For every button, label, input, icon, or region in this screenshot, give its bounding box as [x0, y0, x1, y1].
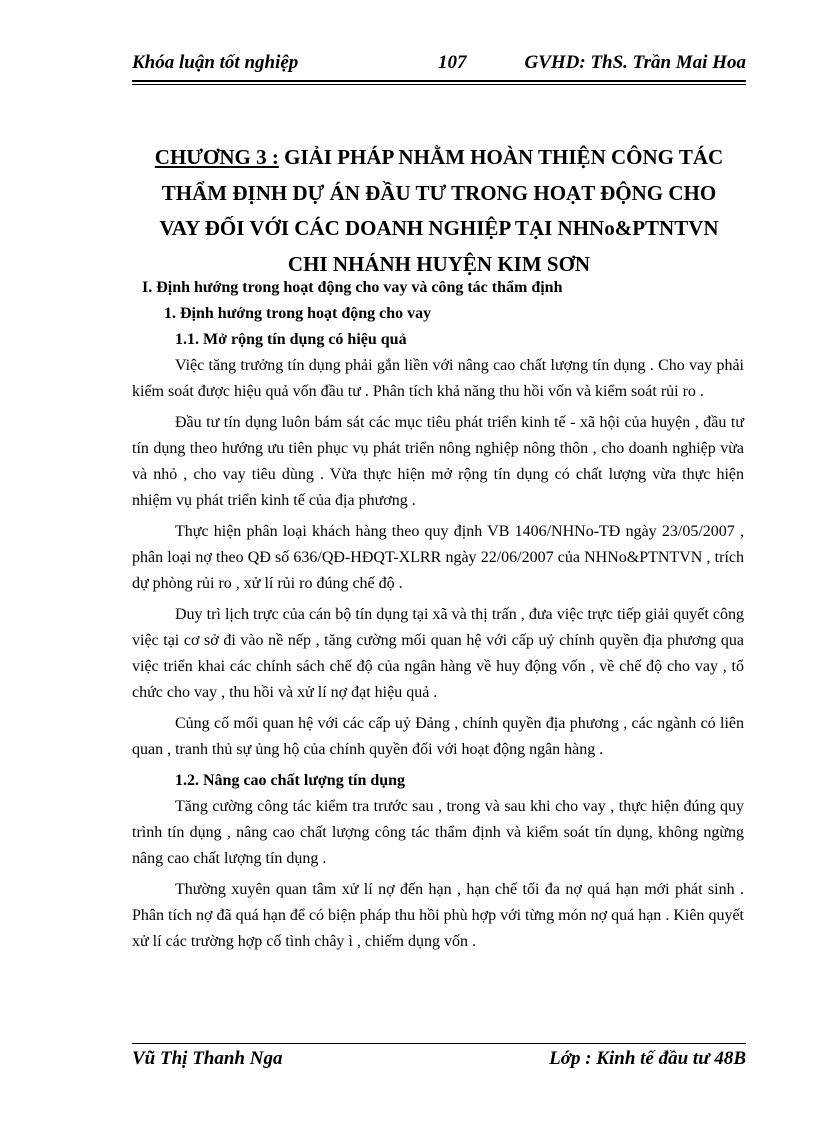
- section-heading-I: I. Định hướng trong hoạt động cho vay và công tác thẩm định: [142, 279, 563, 296]
- section-heading-1-1: 1.1. Mở rộng tín dụng có hiệu quả: [175, 331, 407, 348]
- footer-rule: [132, 1043, 746, 1044]
- footer-author: Vũ Thị Thanh Nga: [132, 1048, 283, 1069]
- chapter-number: CHƯƠNG 3 :: [154, 145, 279, 169]
- header-page-number: 107: [438, 52, 467, 73]
- body-content: [132, 275, 744, 960]
- chapter-title-line-2: THẨM ĐỊNH DỰ ÁN ĐẦU TƯ TRONG HOẠT ĐỘNG CHO: [161, 180, 717, 205]
- paragraph: Thường xuyên quan tâm xử lí nợ đến hạn , hạn chế tối đa nợ quá hạn mới phát sinh . Phân tích nợ đã quá hạn để có biện pháp thu hồi phù hợp với từng món nợ quá hạn . Kiên quyết xử lí các trường hợp cố tình chây ì , chiếm dụng vốn .: [132, 881, 744, 950]
- paragraph: Củng cố mối quan hệ với các cấp uỷ Đảng , chính quyền địa phương , các ngành có liên quan , tranh thủ sự ủng hộ của chính quyền đối với hoạt động ngân hàng .: [132, 715, 744, 758]
- section-heading-1: 1. Định hướng trong hoạt động cho vay: [164, 305, 432, 322]
- chapter-title-line-1: [132, 140, 746, 176]
- paragraph: Đầu tư tín dụng luôn bám sát các mục tiêu phát triển kinh tế - xã hội của huyện , đầu tư tín dụng theo hướng ưu tiên phục vụ phát triển nông nghiệp nông thôn , cho doanh nghiệp vừa và nhỏ , cho vay tiêu dùng . Vừa thực hiện mở rộng tín dụng có chất lượng vừa thực hiện nhiệm vụ phát triển kinh tế của địa phương .: [132, 414, 744, 509]
- paragraph: Duy trì lịch trực của cán bộ tín dụng tại xã và thị trấn , đưa việc trực tiếp giải quyết công việc tại cơ sở đi vào nề nếp , tăng cường mối quan hệ với cấp uỷ chính quyền địa phương qua việc triển khai các chính sách chế độ của ngân hàng về huy động vốn , về chế độ cho vay , tổ chức cho vay , thu hồi và xử lí nợ đạt hiệu quả .: [132, 606, 744, 701]
- section-heading-1-2: 1.2. Nâng cao chất lượng tín dụng: [175, 772, 406, 789]
- header-thesis-title: Khóa luận tốt nghiệp: [132, 52, 299, 73]
- paragraph: Thực hiện phân loại khách hàng theo quy định VB 1406/NHNo-TĐ ngày 23/05/2007 , phân loại nợ theo QĐ số 636/QĐ-HĐQT-XLRR ngày 22/06/2007 của NHNo&PTNTVN , trích dự phòng rủi ro , xử lí rủi ro đúng chế độ .: [132, 523, 744, 592]
- chapter-title-line-3: VAY ĐỐI VỚI CÁC DOANH NGHIỆP TẠI NHNo&PTNTVN: [159, 216, 719, 240]
- header-rule-thin: [132, 84, 746, 85]
- chapter-title-line-1-rest: GIẢI PHÁP NHẰM HOÀN THIỆN CÔNG TÁC: [278, 145, 724, 169]
- header-rule-thick: [132, 80, 746, 82]
- header-advisor: GVHD: ThS. Trần Mai Hoa: [524, 52, 746, 73]
- paragraph: Việc tăng trưởng tín dụng phải gắn liền với nâng cao chất lượng tín dụng . Cho vay phải kiểm soát được hiệu quả vốn đầu tư . Phân tích khả năng thu hồi vốn và kiểm soát rủi ro .: [132, 357, 744, 400]
- chapter-title-line-4: CHI NHÁNH HUYỆN KIM SƠN: [287, 251, 591, 276]
- page-header: [132, 50, 746, 80]
- footer-class: Lớp : Kinh tế đầu tư 48B: [549, 1048, 746, 1069]
- chapter-title: [132, 140, 746, 282]
- paragraph: Tăng cường công tác kiểm tra trước sau , trong và sau khi cho vay , thực hiện đúng quy trình tín dụng , nâng cao chất lượng công tác thẩm định và kiểm soát tín dụng, không ngừng nâng cao chất lượng tín dụng .: [132, 798, 744, 867]
